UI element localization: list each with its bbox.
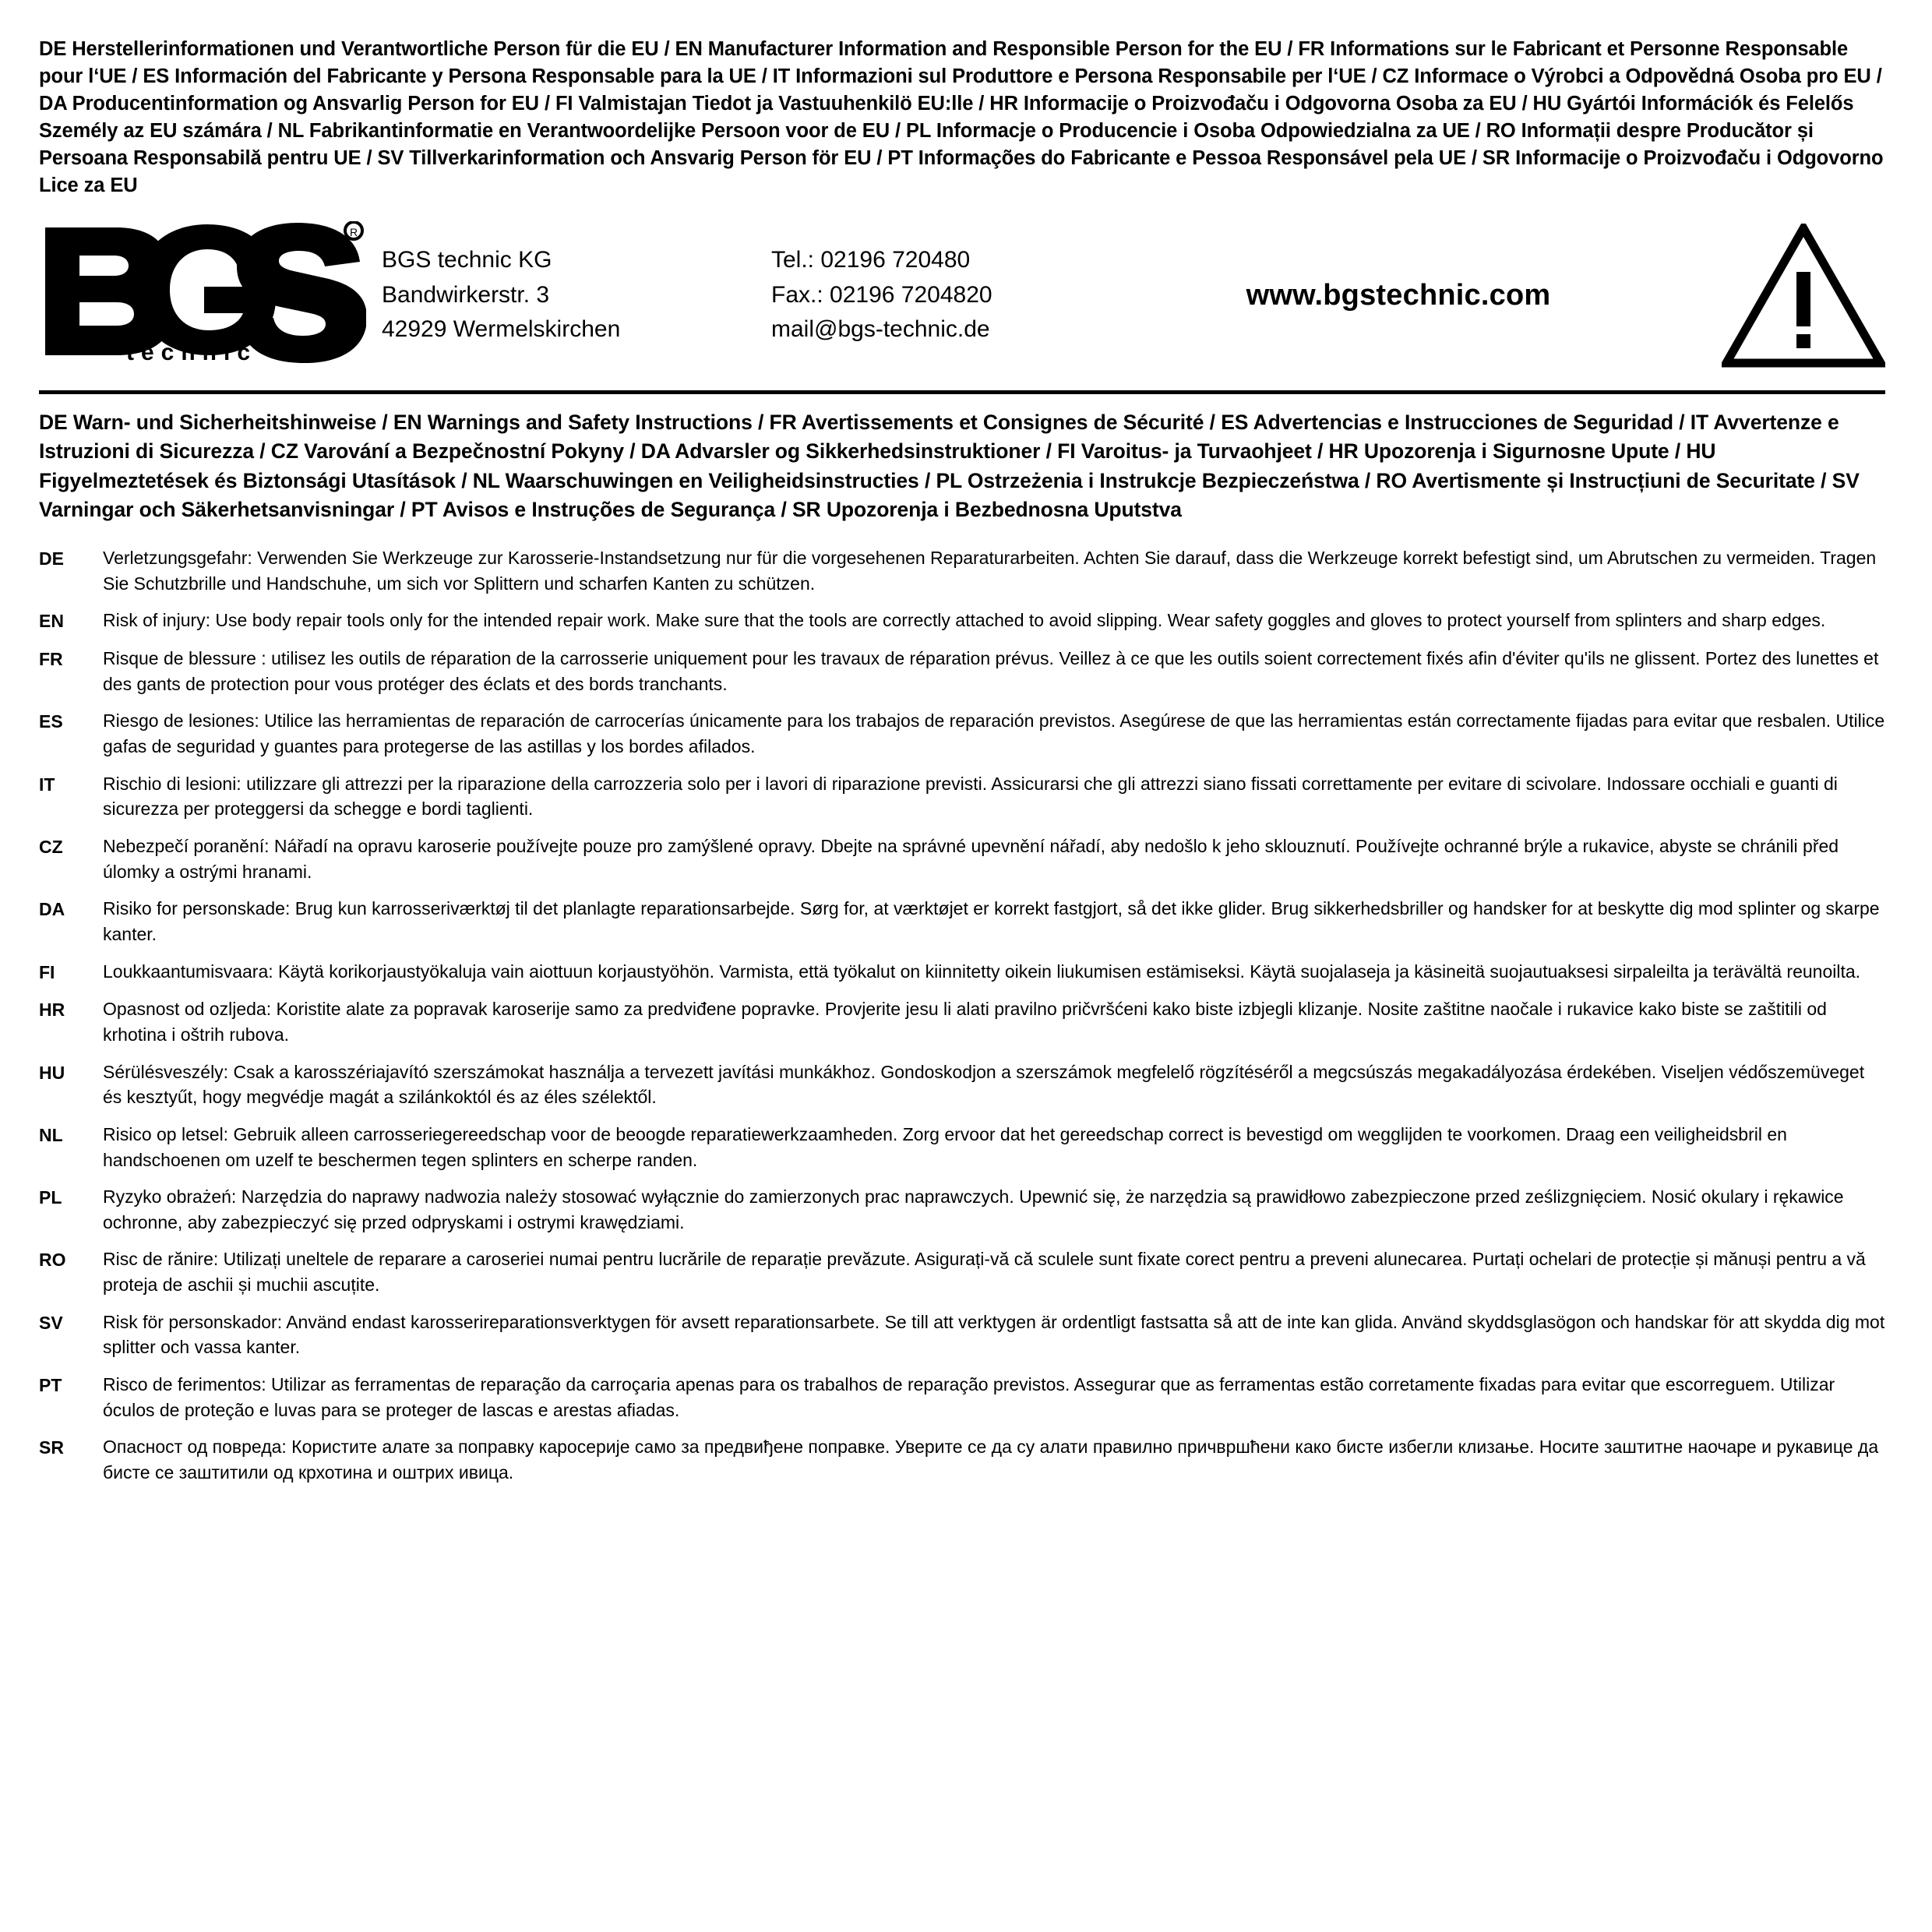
- language-text: Risque de blessure : utilisez les outils de réparation de la carrosserie uniquement pour les travaux de réparation prévus. Veillez à ce que les outils soient correctement fixés afin d'éviter qu'ils ne glissent. Portez des lunettes et des gants de protection pour vous protéger des éclats et des bords tranchants.: [103, 648, 1879, 694]
- language-text: Risc de rănire: Utilizați uneltele de reparare a caroseriei numai pentru lucrările de reparație prevăzute. Asigurați-vă că sculele sunt fixate corect pentru a preveni alunecarea. Purtați ochelari de protecție și mănuși pentru a vă proteja de aschii și muchii ascuțite.: [103, 1249, 1866, 1296]
- language-text: Sérülésveszély: Csak a karosszériajavító szerszámokat használja a tervezett javítási munkákhoz. Gondoskodjon a szerszámok megfelelő rögzítéséről a megcsúszás megakadályozása érdekében. Viseljen védőszemüveget és kesztyűt, hogy megvédje magát a szilánkoktól és az éles szélektől.: [103, 1061, 1865, 1108]
- list-item: [39, 996, 1885, 1047]
- company-fax: Fax.: 02196 7204820: [771, 281, 992, 308]
- language-text: Risk of injury: Use body repair tools only for the intended repair work. Make sure that the tools are correctly attached to avoid slipping. Wear safety goggles and gloves to protect yourself from splinters and sharp edges.: [103, 610, 1826, 631]
- company-address: [374, 243, 771, 347]
- list-item: [39, 1184, 1885, 1235]
- language-text: Опасност од повреда: Користите алате за поправку каросерије само за предвиђене поправке. Уверите се да су алати правилно причвршћени како бисте избегли клизање. Носите заштитне наочаре и рукавице да бисте се заштитили од крхотина и оштрих ивица.: [103, 1437, 1879, 1483]
- language-text: Verletzungsgefahr: Verwenden Sie Werkzeuge zur Karosserie-Instandsetzung nur für die vorgesehenen Reparaturarbeiten. Achten Sie darauf, dass die Werkzeuge korrekt befestigt sind, um Abrutschen zu vermeiden. Tragen Sie Schutzbrille und Handschuhe, um sich vor Splittern und scharfen Kanten zu schützen.: [103, 548, 1877, 594]
- company-website: www.bgstechnic.com: [1246, 278, 1551, 312]
- manufacturer-bar: [39, 212, 1885, 394]
- language-code: NL: [39, 1124, 63, 1145]
- language-text: Nebezpečí poranění: Nářadí na opravu karoserie používejte pouze pro zamýšlené opravy. Dbejte na správné upevnění nářadí, aby nedošlo k jeho sklouznutí. Používejte ochranné brýle a rukavice, abyste se chránili před úlomky a ostrými hranami.: [103, 835, 1839, 882]
- company-email: mail@bgs-technic.de: [771, 316, 990, 343]
- list-item: [39, 608, 1885, 634]
- list-item: [39, 545, 1885, 596]
- language-code: IT: [39, 774, 55, 795]
- language-code: PT: [39, 1375, 62, 1396]
- list-item: [39, 1310, 1885, 1360]
- warning-triangle-icon: [1714, 224, 1885, 368]
- list-item: [39, 1059, 1885, 1110]
- language-code: HR: [39, 999, 65, 1021]
- list-item: [39, 1122, 1885, 1172]
- list-item: [39, 1246, 1885, 1297]
- svg-text:technic: technic: [126, 340, 258, 366]
- svg-text:R: R: [349, 226, 358, 239]
- language-code: SR: [39, 1437, 64, 1458]
- safety-instructions-list: [39, 545, 1885, 1486]
- language-code: DE: [39, 548, 64, 569]
- language-code: PL: [39, 1187, 62, 1208]
- language-code: CZ: [39, 836, 63, 857]
- list-item: [39, 1372, 1885, 1423]
- company-street: Bandwirkerstr. 3: [382, 281, 550, 308]
- language-text: Rischio di lesioni: utilizzare gli attrezzi per la riparazione della carrozzeria solo per i lavori di riparazione previsti. Assicurarsi che gli attrezzi siano fissati correttamente per evitare di scivolare. Indossare occhiali e guanti di sicurezza per proteggersi da schegge e bordi taglienti.: [103, 773, 1838, 820]
- company-tel: Tel.: 02196 720480: [771, 247, 971, 273]
- language-code: EN: [39, 611, 64, 632]
- language-code: FR: [39, 649, 63, 669]
- language-code: RO: [39, 1250, 66, 1271]
- company-name: BGS technic KG: [382, 247, 552, 273]
- language-text: Risco de ferimentos: Utilizar as ferramentas de reparação da carroçaria apenas para os trabalhos de reparação previstos. Assegurar que as ferramentas estão corretamente fixadas para evitar que escorreguem. Utilizar óculos de proteção e luvas para se proteger de lascas e arestas afiadas.: [103, 1374, 1835, 1420]
- list-item: [39, 959, 1885, 985]
- language-code: SV: [39, 1312, 63, 1333]
- language-text: Riesgo de lesiones: Utilice las herramientas de reparación de carrocerías únicamente para los trabajos de reparación previstos. Asegúrese de que las herramientas están correctamente fijadas para evitar que resbalen. Utilice gafas de seguridad y guantes para protegerse de las astillas y los bordes afilados.: [103, 710, 1885, 756]
- bgs-logo: [39, 221, 374, 369]
- list-item: [39, 896, 1885, 947]
- list-item: [39, 771, 1885, 822]
- list-item: [39, 834, 1885, 884]
- language-text: Risiko for personskade: Brug kun karrosseriværktøj til det planlagte reparationsarbejde. Sørg for, at værktøjet er korrekt fastgjort, så det ikke glider. Brug sikkerhedsbriller og handsker for at beskytte dig mod splinter og skarpe kanter.: [103, 898, 1880, 944]
- list-item: [39, 708, 1885, 759]
- page-title: DE Herstellerinformationen und Verantwortliche Person für die EU / EN Manufacturer Information and Responsible Person for the EU / FR Informations sur le Fabricant et Personne Responsable pour l‘UE / ES Información del Fabricante y Persona Responsable para la UE / IT Informazioni sul Produttore e Persona Responsabile per l‘UE / CZ Informace o Výrobci a Odpovědná Osoba pro EU / DA Producentinformation og Ansvarlig Person for EU / FI Valmistajan Tiedot ja Vastuuhenkilö EU:lle / HR Informacije o Proizvođaču i Odgovorna Osoba za EU / HU Gyártói Információk és Felelős Személy az EU számára / NL Fabrikantinformatie en Verantwoordelijke Persoon voor de EU / PL Informacje o Producencie i Osoba Odpowiedzialna za UE / RO Informații despre Producător și Persoana Responsabilă pentru UE / SV Tillverkarinformation och Ansvarig Person för EU / PT Informações do Fabricante e Pessoa Responsável pela UE / SR Informacije o Proizvođaču i Odgovorno Lice za EU: [39, 38, 1884, 196]
- list-item: [39, 646, 1885, 696]
- language-text: Loukkaantumisvaara: Käytä korikorjaustyökaluja vain aiottuun korjaustyöhön. Varmista, että työkalut on kiinnitetty oikein liukumisen estämiseksi. Käytä suojalaseja ja käsineitä suojautuaksesi sirpaleilta ja terävältä reunoilta.: [103, 961, 1861, 982]
- language-code: HU: [39, 1062, 65, 1083]
- language-text: Risico op letsel: Gebruik alleen carrosseriegereedschap voor de beoogde reparatiewerkzaamheden. Zorg ervoor dat het gereedschap correct is bevestigd om wegglijden te voorkomen. Draag een veiligheidsbril en handschoenen om uzelf te beschermen tegen splinters en scherpe randen.: [103, 1123, 1787, 1170]
- language-text: Ryzyko obrażeń: Narzędzia do naprawy nadwozia należy stosować wyłącznie do zamierzonych prac naprawczych. Upewnić się, że narzędzia są prawidłowo zabezpieczone przed ześlizgnięciem. Nosić okulary i rękawice ochronne, aby zabezpieczyć się przed odpryskami i ostrymi krawędziami.: [103, 1186, 1844, 1232]
- language-code: FI: [39, 961, 55, 982]
- language-code: DA: [39, 899, 65, 920]
- company-city: 42929 Wermelskirchen: [382, 316, 621, 343]
- section-heading: DE Warn- und Sicherheitshinweise / EN Warnings and Safety Instructions / FR Avertissements et Consignes de Sécurité / ES Advertencias e Instrucciones de Seguridad / IT Avvertenze e Istruzioni di Sicurezza / CZ Varování a Bezpečnostní Pokyny / DA Advarsler og Sikkerhedsinstruktioner / FI Varoitus- ja Turvaohjeet / HR Upozorenja i Sigurnosne Upute / HU Figyelmeztetések és Biztonsági Utasítások / NL Waarschuwingen en Veiligheidsinstructies / PL Ostrzeżenia i Instrukcje Bezpieczeństwa / RO Avertismente și Instrucțiuni de Securitate / SV Varningar och Säkerhetsanvisningar / PT Avisos e Instruções de Segurança / SR Upozorenja i Bezbednosna Uputstva: [39, 410, 1860, 522]
- language-code: ES: [39, 711, 63, 732]
- list-item: [39, 1434, 1885, 1485]
- language-text: Risk för personskador: Använd endast karosserireparationsverktygen för avsett reparationsarbete. Se till att verktygen är ordentligt fastsatta så att de inte kan glida. Använd skyddsglasögon och handskar för att skydda dig mot splitter och vassa kanter.: [103, 1311, 1885, 1358]
- company-contact: [771, 243, 1114, 347]
- language-text: Opasnost od ozljeda: Koristite alate za popravak karoserije samo za predviđene popravke. Provjerite jesu li alati pravilno pričvršćeni kako biste izbjegli klizanje. Nosite zaštitne naočale i rukavice kako biste se zaštitili od krhotina i oštrih rubova.: [103, 999, 1827, 1045]
